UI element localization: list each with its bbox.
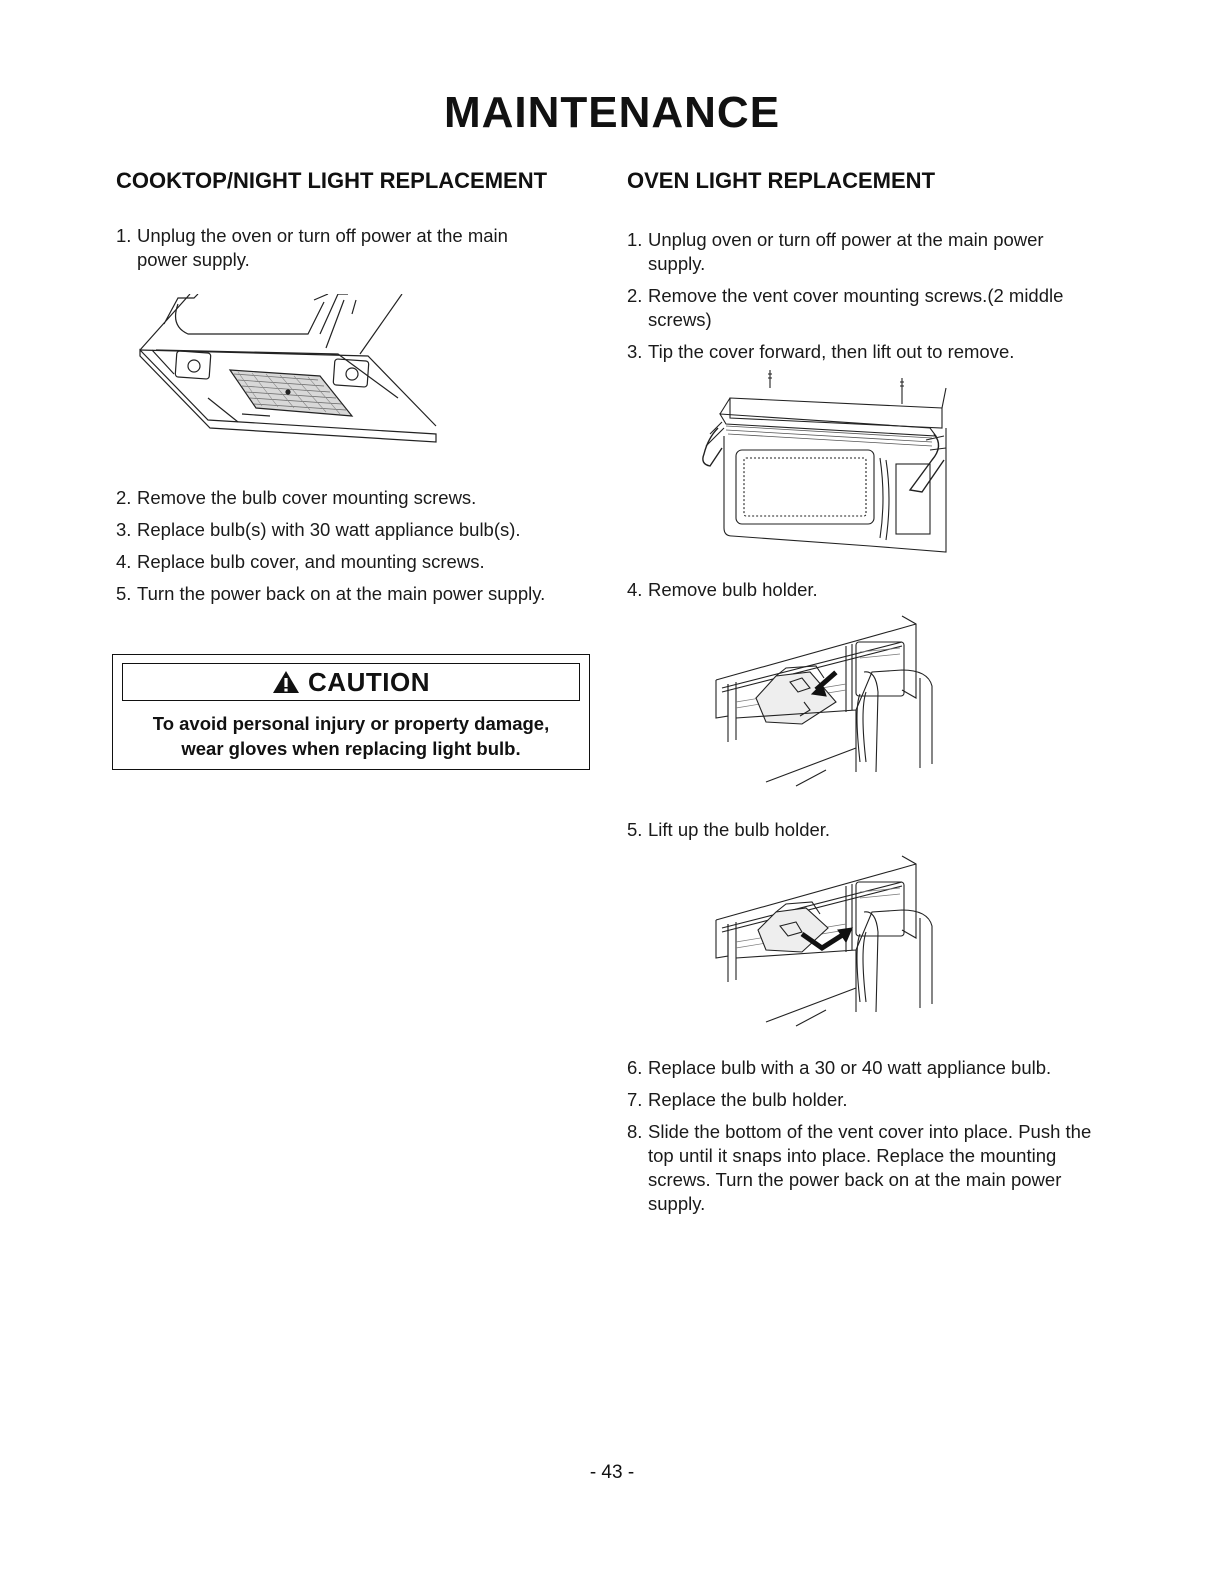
remove-bulb-holder-illustration (706, 612, 946, 792)
right-step-7: 7. Replace the bulb holder. (627, 1089, 848, 1110)
right-step-6: 6. Replace bulb with a 30 or 40 watt appliance bulb. (627, 1057, 1052, 1078)
right-step-8: 8. Slide the bottom of the vent cover into place. Push the top until it snaps into place. Replace the mounting screws. Turn the power back on at the main power supply. (627, 1121, 1092, 1214)
right-step-4: 4. Remove bulb holder. (627, 579, 818, 600)
lift-bulb-holder-illustration (706, 852, 946, 1032)
right-step-3: 3. Tip the cover forward, then lift out to remove. (627, 341, 1015, 362)
right-step-5: 5. Lift up the bulb holder. (627, 819, 831, 840)
left-step-4: 4. Replace bulb cover, and mounting screws. (116, 551, 485, 572)
page-number: - 43 - (589, 1462, 635, 1483)
caution-label: CAUTION (308, 666, 430, 697)
caution-header (122, 663, 580, 701)
page-title: MAINTENANCE (443, 88, 781, 137)
warning-triangle-icon (272, 670, 300, 694)
cooktop-light-heading: COOKTOP/NIGHT LIGHT REPLACEMENT (116, 168, 548, 193)
vent-cover-removal-illustration (700, 368, 950, 558)
right-step-2: 2. Remove the vent cover mounting screws.(2 middle screws) (627, 285, 1064, 330)
oven-light-heading: OVEN LIGHT REPLACEMENT (627, 168, 936, 193)
caution-box (112, 654, 590, 770)
left-step-5: 5. Turn the power back on at the main power supply. (116, 583, 546, 604)
left-step-1: 1. Unplug the oven or turn off power at the main power supply. (116, 225, 508, 270)
right-step-1: 1. Unplug oven or turn off power at the main power supply. (627, 229, 1044, 274)
caution-text: To avoid personal injury or property damage, wear gloves when replacing light bulb. (152, 713, 550, 759)
left-step-3: 3. Replace bulb(s) with 30 watt appliance bulb(s). (116, 519, 521, 540)
left-step-2: 2. Remove the bulb cover mounting screws. (116, 487, 477, 508)
cooktop-underside-illustration (138, 294, 443, 454)
